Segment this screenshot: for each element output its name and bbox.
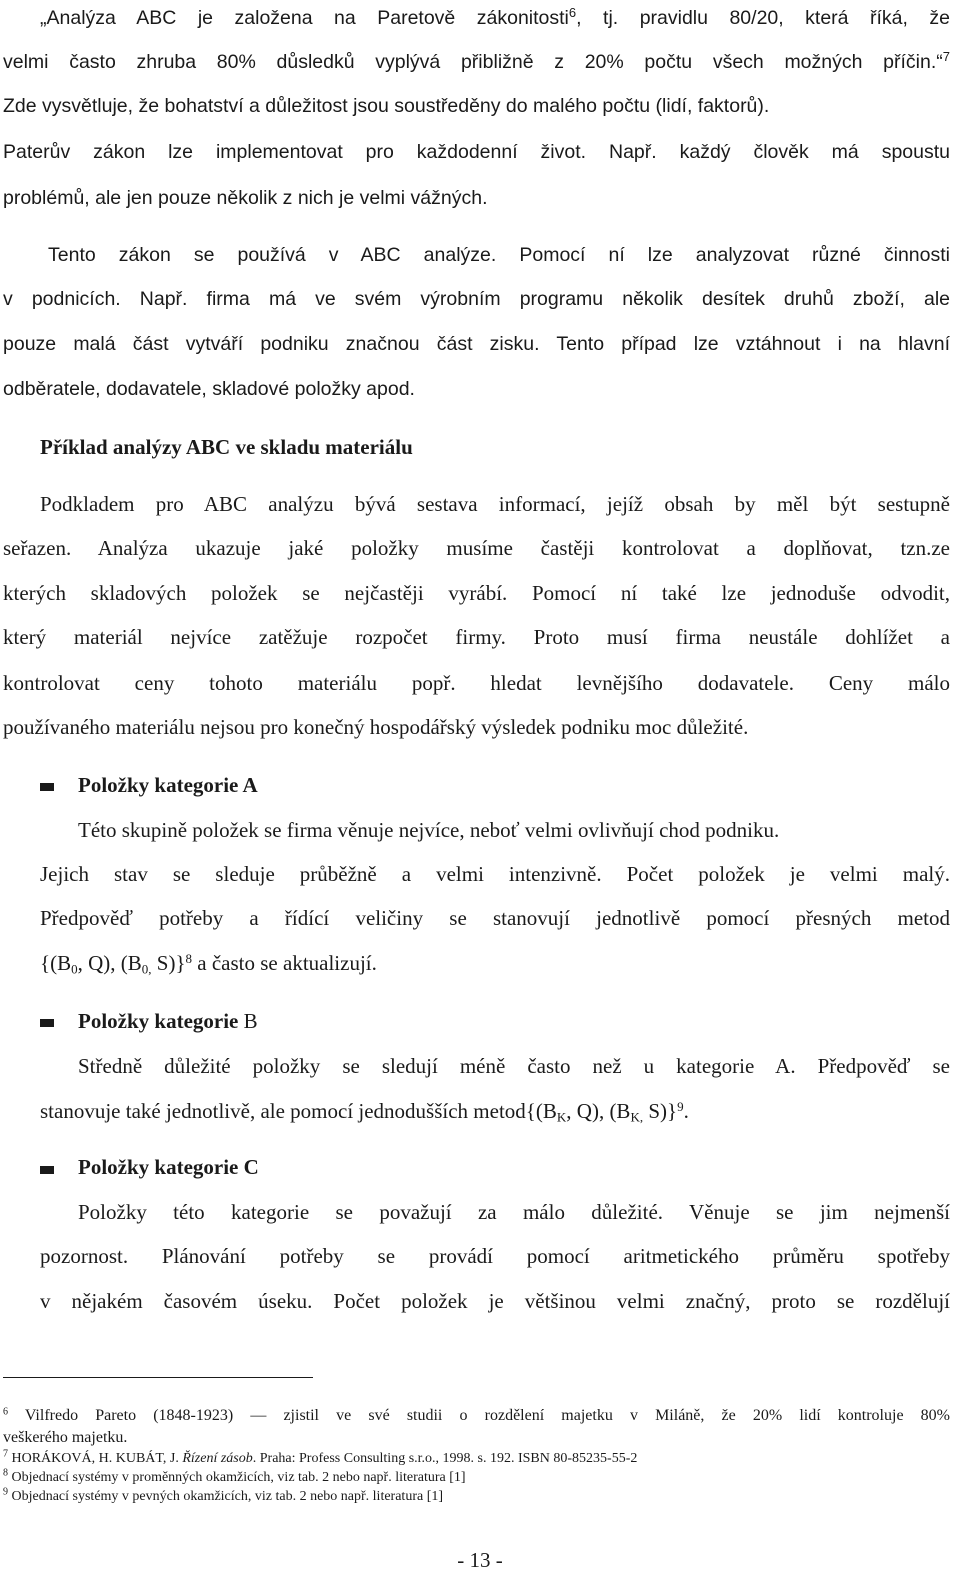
text-line: Zde vysvětluje, že bohatství a důležitost jsou soustředěny do malého počtu (lidí, faktorů). (3, 95, 770, 117)
text-line: Položky této kategorie se považují za málo důležité. Věnuje se jim nejmenší (78, 1200, 950, 1224)
footnote-separator (3, 1377, 313, 1378)
category-a-heading: Položky kategorie A (78, 773, 258, 797)
footnote-6-cont: veškerého majetku. (3, 1429, 128, 1446)
text-line: který materiál nejvíce zatěžuje rozpočet firmy. Proto musí firma neustále dohlížet a (3, 625, 950, 649)
bullet-icon (40, 1019, 54, 1027)
category-b-heading: Položky kategorie B (78, 1009, 258, 1033)
footnote-9: $^9$ Objednací systémy v pevných okamžicích, viz tab. 2 nebo např. literatura [1] (3, 1486, 444, 1504)
text-line: v nějakém časovém úseku. Počet položek je většinou velmi značný, proto se rozdělují (40, 1289, 950, 1313)
category-c-heading: Položky kategorie C (78, 1155, 259, 1179)
text-line: Této skupině položek se firma věnuje nejvíce, neboť velmi ovlivňují chod podniku. (78, 818, 780, 842)
text-line: Předpověď potřeby a řídící veličiny se stanovují jednotlivě pomocí přesných metod (40, 906, 950, 930)
text-line: „Analýza ABC je založena na Paretově zákonitosti$^6$, tj. pravidlu 80/20, která říká, že (40, 4, 951, 29)
footnote-6: $^6$ Vilfredo Pareto (1848-1923) — zjistil ve své studii o rozdělení majetku v Miláně, že 20% lidí kontroluje 80% (3, 1406, 950, 1424)
page-number: - 13 - (457, 1548, 503, 1572)
text-line: seřazen. Analýza ukazuje jaké položky musíme častěji kontrolovat a doplňovat, tzn.ze (3, 536, 950, 560)
text-line: {($B_0$, Q), ($B_{0,}$ S)}$^8$ a často se aktualizují. (40, 950, 377, 977)
text-line: používaného materiálu nejsou pro konečný hospodářský výsledek podniku moc důležité. (3, 715, 749, 739)
text-line: Tento zákon se používá v ABC analýze. Pomocí ní lze analyzovat různé činnosti (48, 244, 950, 266)
text-line: pouze malá část vytváří podniku značnou část zisku. Tento případ lze vztáhnout i na hlavní (3, 333, 950, 355)
text-line: stanovuje také jednotlivě, ale pomocí jednodušších $metod\{(B_K$, Q), ($B_{K,}$ S)}$^9$. (40, 1098, 689, 1125)
bullet-icon (40, 783, 54, 791)
text-line: kterých skladových položek se nejčastěji vyrábí. Pomocí ní také lze jednoduše odvodit, (3, 581, 950, 605)
text-line: odběratele, dodavatele, skladové položky apod. (3, 378, 415, 400)
text-line: kontrolovat ceny tohoto materiálu popř. hledat levnějšího dodavatele. Ceny málo (3, 671, 950, 695)
text-line: Podkladem pro ABC analýzu bývá sestava informací, jejíž obsah by měl být sestupně (40, 492, 950, 516)
section-heading: Příklad analýzy ABC ve skladu materiálu (40, 435, 413, 459)
text-line: problémů, ale jen pouze několik z nich je velmi vážných. (3, 187, 488, 209)
footnote-8: $^8$ Objednací systémy v proměnných okamžicích, viz tab. 2 nebo např. literatura [1] (3, 1467, 466, 1485)
text-line: Paterův zákon lze implementovat pro každodenní život. Např. každý člověk má spoustu (3, 141, 950, 163)
text-line: Jejich stav se sleduje průběžně a velmi intenzivně. Počet položek je velmi malý. (40, 862, 950, 886)
bullet-icon (40, 1166, 54, 1174)
footnote-7: $^7$ HORÁKOVÁ, H. KUBÁT, J. Řízení zásob. Praha: Profess Consulting s.r.o., 1998. s. 192. ISBN 80-85235-55-2 (3, 1448, 638, 1466)
text-line: pozornost. Plánování potřeby se provádí pomocí aritmetického průměru spotřeby (40, 1244, 950, 1268)
text-line: Středně důležité položky se sledují méně často než u kategorie A. Předpověď se (78, 1054, 950, 1078)
text-line: v podnicích. Např. firma má ve svém výrobním programu několik desítek druhů zboží, ale (3, 288, 950, 310)
text-line: velmi často zhruba 80% důsledků vyplývá přibližně z 20% počtu všech možných příčin.“$^7$ (3, 48, 950, 73)
